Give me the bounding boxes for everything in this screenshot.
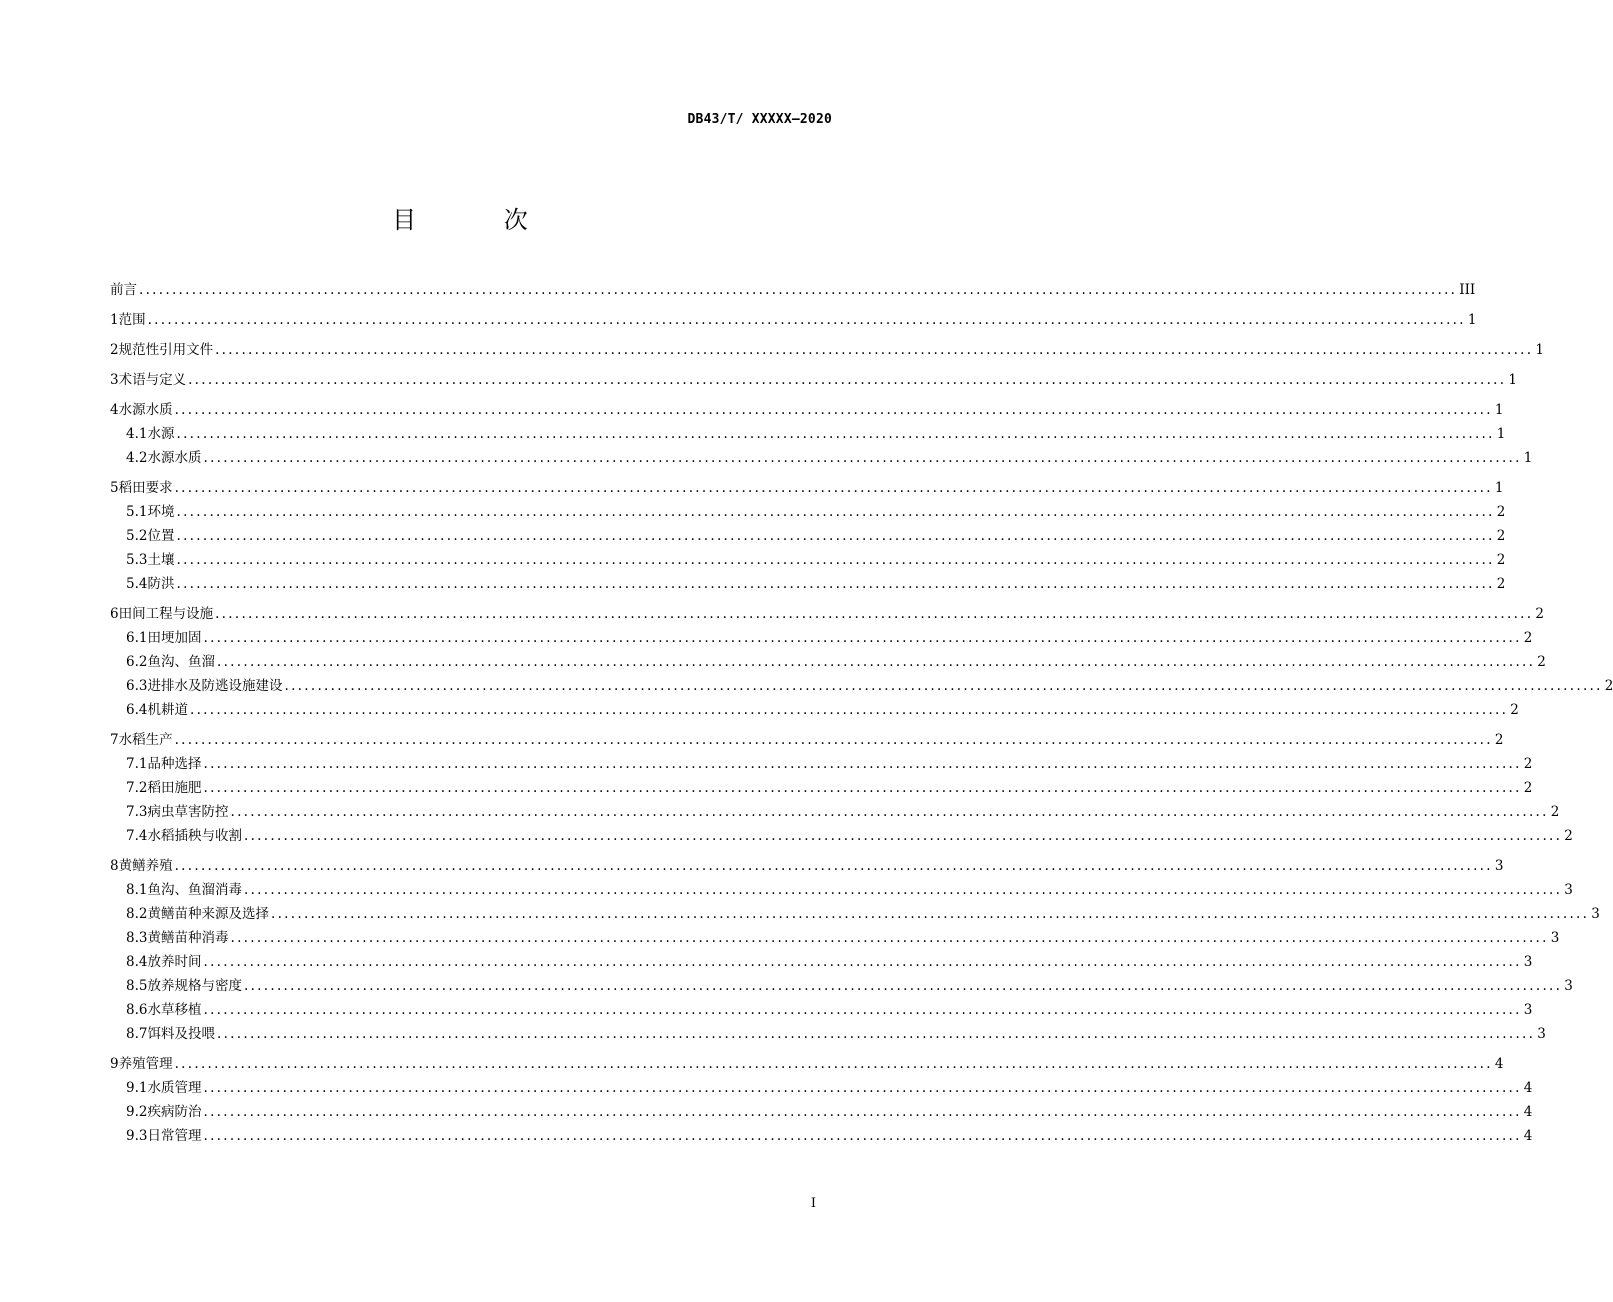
toc-entry-title: 疾病防治 — [147, 1104, 202, 1120]
toc-entry[interactable] — [110, 776, 1533, 800]
toc-entry-title: 田埂加固 — [147, 630, 202, 646]
toc-entry-title: 水质管理 — [147, 1080, 202, 1096]
toc-entry-number: 3 — [110, 372, 119, 388]
toc-dot-leader: ........................................................................................................................................................................................................ — [147, 312, 1466, 328]
toc-entry-number: 6.3 — [126, 678, 148, 694]
toc-entry[interactable] — [110, 824, 1573, 848]
toc-entry-page: 3 — [1564, 978, 1573, 994]
toc-entry-number: 6.1 — [126, 630, 148, 646]
toc-entry-number: 5.1 — [126, 504, 148, 520]
toc-entry-number: 8.4 — [126, 954, 148, 970]
toc-entry-page: 3 — [1523, 954, 1533, 970]
toc-entry-page: 4 — [1494, 1056, 1504, 1072]
toc-dot-leader: ........................................................................................................................................................................................................ — [215, 342, 1534, 358]
toc-entry-title: 水源水质 — [118, 402, 173, 418]
toc-dot-leader: ........................................................................................................................................................................................................ — [203, 954, 1522, 970]
footer-page-number: I — [810, 1196, 816, 1211]
toc-entry-page: 3 — [1564, 882, 1573, 898]
toc-entry-page: 2 — [1523, 630, 1533, 646]
toc-entry-number: 2 — [110, 342, 119, 358]
toc-entry-title: 范围 — [118, 312, 146, 328]
toc-entry-page: 3 — [1523, 1002, 1533, 1018]
toc-entry[interactable] — [110, 572, 1506, 596]
toc-entry[interactable] — [110, 698, 1519, 722]
toc-entry[interactable] — [110, 548, 1506, 572]
toc-entry-number: 5 — [110, 480, 119, 496]
toc-dot-leader: ........................................................................................................................................................................................................ — [174, 858, 1493, 874]
toc-entry-title: 鱼沟、鱼溜消毒 — [147, 882, 242, 898]
toc-entry-title: 防洪 — [147, 576, 175, 592]
document-code: DB43/T/ XXXXX—2020 — [687, 112, 832, 127]
toc-entry[interactable] — [110, 476, 1504, 500]
toc-entry[interactable] — [110, 1076, 1533, 1100]
toc-entry-page: 4 — [1523, 1104, 1533, 1120]
toc-entry-number: 7.4 — [126, 828, 148, 844]
toc-entry-page: 2 — [1496, 552, 1506, 568]
toc-entry-title: 水稻插秧与收割 — [147, 828, 242, 844]
toc-entry[interactable] — [110, 422, 1506, 446]
toc-entry[interactable] — [110, 854, 1504, 878]
toc-entry-page: 3 — [1494, 858, 1504, 874]
toc-dot-leader: ........................................................................................................................................................................................................ — [176, 504, 1495, 520]
toc-entry-page: 1 — [1494, 480, 1504, 496]
toc-dot-leader: ........................................................................................................................................................................................................ — [203, 450, 1522, 466]
toc-dot-leader: ........................................................................................................................................................................................................ — [174, 402, 1493, 418]
toc-dot-leader: ........................................................................................................................................................................................................ — [174, 480, 1493, 496]
toc-entry-number: 7.2 — [126, 780, 148, 796]
toc-entry-page: 2 — [1537, 654, 1546, 670]
toc-entry[interactable] — [110, 500, 1506, 524]
toc-entry[interactable] — [110, 1052, 1504, 1076]
toc-entry-title: 术语与定义 — [118, 372, 187, 388]
toc-list — [110, 278, 1613, 1148]
toc-entry[interactable] — [110, 878, 1573, 902]
toc-entry[interactable] — [110, 926, 1560, 950]
toc-dot-leader: ........................................................................................................................................................................................................ — [176, 528, 1495, 544]
toc-entry[interactable] — [110, 1100, 1533, 1124]
toc-dot-leader: ........................................................................................................................................................................................................ — [203, 630, 1522, 646]
toc-entry[interactable] — [110, 1022, 1546, 1046]
toc-entry-title: 放养规格与密度 — [147, 978, 242, 994]
toc-dot-leader: ........................................................................................................................................................................................................ — [243, 978, 1563, 994]
toc-entry-number: 4 — [110, 402, 119, 418]
toc-dot-leader: ........................................................................................................................................................................................................ — [203, 756, 1522, 772]
toc-entry-page: 1 — [1494, 402, 1504, 418]
toc-entry-page: 2 — [1550, 804, 1560, 820]
toc-entry-page: III — [1459, 282, 1476, 298]
toc-entry-number: 1 — [110, 312, 119, 328]
toc-entry-title: 进排水及防逃设施建设 — [147, 678, 283, 694]
toc-entry-page: 2 — [1604, 678, 1613, 694]
toc-entry-number: 7.1 — [126, 756, 148, 772]
toc-entry-number: 8.3 — [126, 930, 148, 946]
toc-dot-leader: ........................................................................................................................................................................................................ — [230, 804, 1549, 820]
toc-entry-page: 2 — [1496, 504, 1506, 520]
toc-entry-page: 1 — [1508, 372, 1517, 388]
toc-entry-page: 2 — [1523, 756, 1533, 772]
toc-dot-leader: ........................................................................................................................................................................................................ — [176, 576, 1495, 592]
toc-entry-page: 2 — [1535, 606, 1544, 622]
toc-entry-title: 环境 — [147, 504, 175, 520]
toc-entry[interactable] — [110, 800, 1560, 824]
toc-entry-page: 2 — [1510, 702, 1519, 718]
toc-entry-title: 前言 — [110, 282, 137, 298]
toc-dot-leader: ........................................................................................................................................................................................................ — [203, 780, 1522, 796]
toc-dot-leader: ........................................................................................................................................................................................................ — [176, 552, 1495, 568]
toc-entry[interactable] — [110, 308, 1477, 332]
toc-entry-page: 1 — [1523, 450, 1533, 466]
toc-entry-page: 2 — [1523, 780, 1533, 796]
toc-dot-leader: ........................................................................................................................................................................................................ — [216, 1026, 1536, 1042]
toc-dot-leader: ........................................................................................................................................................................................................ — [284, 678, 1603, 694]
toc-entry-title: 稻田要求 — [118, 480, 173, 496]
toc-entry-number: 8.6 — [126, 1002, 148, 1018]
toc-entry-page: 1 — [1467, 312, 1477, 328]
toc-entry-number: 8.5 — [126, 978, 148, 994]
toc-entry-number: 5.3 — [126, 552, 148, 568]
toc-dot-leader: ........................................................................................................................................................................................................ — [139, 282, 1458, 298]
toc-entry-number: 9.2 — [126, 1104, 148, 1120]
toc-dot-leader: ........................................................................................................................................................................................................ — [216, 654, 1536, 670]
toc-entry[interactable] — [110, 368, 1517, 392]
toc-entry-title: 鱼沟、鱼溜 — [147, 654, 215, 670]
toc-dot-leader: ........................................................................................................................................................................................................ — [203, 1002, 1522, 1018]
toc-entry-title: 日常管理 — [147, 1128, 202, 1144]
toc-entry-number: 8.2 — [126, 906, 148, 922]
toc-dot-leader: ........................................................................................................................................................................................................ — [203, 1104, 1522, 1120]
toc-entry[interactable] — [110, 998, 1533, 1022]
toc-dot-leader: ........................................................................................................................................................................................................ — [230, 930, 1549, 946]
toc-entry-number: 6 — [110, 606, 119, 622]
toc-entry-title: 黄鳝苗种来源及选择 — [147, 906, 269, 922]
toc-entry[interactable] — [110, 524, 1506, 548]
toc-entry-title: 品种选择 — [147, 756, 202, 772]
toc-entry-title: 水源 — [147, 426, 175, 442]
toc-entry-page: 3 — [1591, 906, 1600, 922]
toc-entry-title: 饵料及投喂 — [147, 1026, 215, 1042]
toc-entry-page: 2 — [1564, 828, 1573, 844]
toc-entry-page: 2 — [1496, 528, 1506, 544]
toc-dot-leader: ........................................................................................................................................................................................................ — [243, 882, 1563, 898]
toc-entry-number: 9 — [110, 1056, 119, 1072]
toc-entry[interactable] — [110, 902, 1600, 926]
toc-dot-leader: ........................................................................................................................................................................................................ — [189, 702, 1509, 718]
toc-entry-title: 位置 — [147, 528, 175, 544]
toc-entry-number: 7 — [110, 732, 119, 748]
toc-entry[interactable] — [110, 398, 1504, 422]
toc-entry-number: 5.4 — [126, 576, 148, 592]
toc-entry-number: 8.1 — [126, 882, 148, 898]
toc-entry-page: 3 — [1537, 1026, 1546, 1042]
toc-entry-title: 黄鳝养殖 — [118, 858, 173, 874]
toc-entry-page: 3 — [1550, 930, 1560, 946]
toc-entry[interactable] — [110, 752, 1533, 776]
toc-dot-leader: ........................................................................................................................................................................................................ — [174, 732, 1493, 748]
toc-entry-page: 4 — [1523, 1128, 1533, 1144]
toc-entry[interactable] — [110, 674, 1613, 698]
toc-title: 目 次 — [392, 206, 568, 234]
toc-entry-title: 稻田施肥 — [147, 780, 202, 796]
toc-dot-leader: ........................................................................................................................................................................................................ — [203, 1128, 1522, 1144]
toc-entry-number: 5.2 — [126, 528, 148, 544]
toc-entry-page: 1 — [1535, 342, 1544, 358]
toc-entry[interactable] — [110, 1124, 1533, 1148]
toc-entry-title: 土壤 — [147, 552, 175, 568]
toc-entry-title: 水草移植 — [147, 1002, 202, 1018]
toc-entry-page: 4 — [1523, 1080, 1533, 1096]
toc-dot-leader: ........................................................................................................................................................................................................ — [270, 906, 1590, 922]
toc-entry-title: 机耕道 — [147, 702, 188, 718]
toc-entry-title: 田间工程与设施 — [118, 606, 214, 622]
toc-entry-number: 4.1 — [126, 426, 148, 442]
toc-entry[interactable] — [110, 974, 1573, 998]
toc-entry-number: 7.3 — [126, 804, 148, 820]
toc-entry-title: 放养时间 — [147, 954, 202, 970]
toc-entry[interactable] — [110, 446, 1533, 470]
toc-entry-title: 水源水质 — [147, 450, 202, 466]
toc-entry[interactable] — [110, 602, 1544, 626]
toc-entry-title: 黄鳝苗种消毒 — [147, 930, 229, 946]
toc-entry-page: 2 — [1494, 732, 1504, 748]
toc-entry-title: 水稻生产 — [118, 732, 173, 748]
toc-entry[interactable] — [110, 950, 1533, 974]
toc-dot-leader: ........................................................................................................................................................................................................ — [203, 1080, 1522, 1096]
toc-dot-leader: ........................................................................................................................................................................................................ — [174, 1056, 1493, 1072]
toc-entry[interactable] — [110, 728, 1504, 752]
toc-entry-title: 病虫草害防控 — [147, 804, 229, 820]
toc-entry-number: 6.2 — [126, 654, 148, 670]
toc-entry-page: 2 — [1496, 576, 1506, 592]
toc-entry-title: 规范性引用文件 — [118, 342, 214, 358]
toc-entry-number: 8.7 — [126, 1026, 148, 1042]
toc-dot-leader: ........................................................................................................................................................................................................ — [188, 372, 1507, 388]
toc-entry[interactable] — [110, 626, 1533, 650]
toc-dot-leader: ........................................................................................................................................................................................................ — [215, 606, 1534, 622]
toc-entry-number: 4.2 — [126, 450, 148, 466]
toc-entry[interactable] — [110, 278, 1476, 302]
toc-entry-title: 养殖管理 — [118, 1056, 173, 1072]
toc-entry[interactable] — [110, 650, 1546, 674]
toc-entry-number: 9.1 — [126, 1080, 148, 1096]
toc-entry-number: 8 — [110, 858, 119, 874]
toc-dot-leader: ........................................................................................................................................................................................................ — [176, 426, 1495, 442]
toc-entry[interactable] — [110, 338, 1544, 362]
toc-dot-leader: ........................................................................................................................................................................................................ — [243, 828, 1563, 844]
toc-entry-number: 9.3 — [126, 1128, 148, 1144]
toc-entry-page: 1 — [1496, 426, 1506, 442]
toc-entry-number: 6.4 — [126, 702, 148, 718]
